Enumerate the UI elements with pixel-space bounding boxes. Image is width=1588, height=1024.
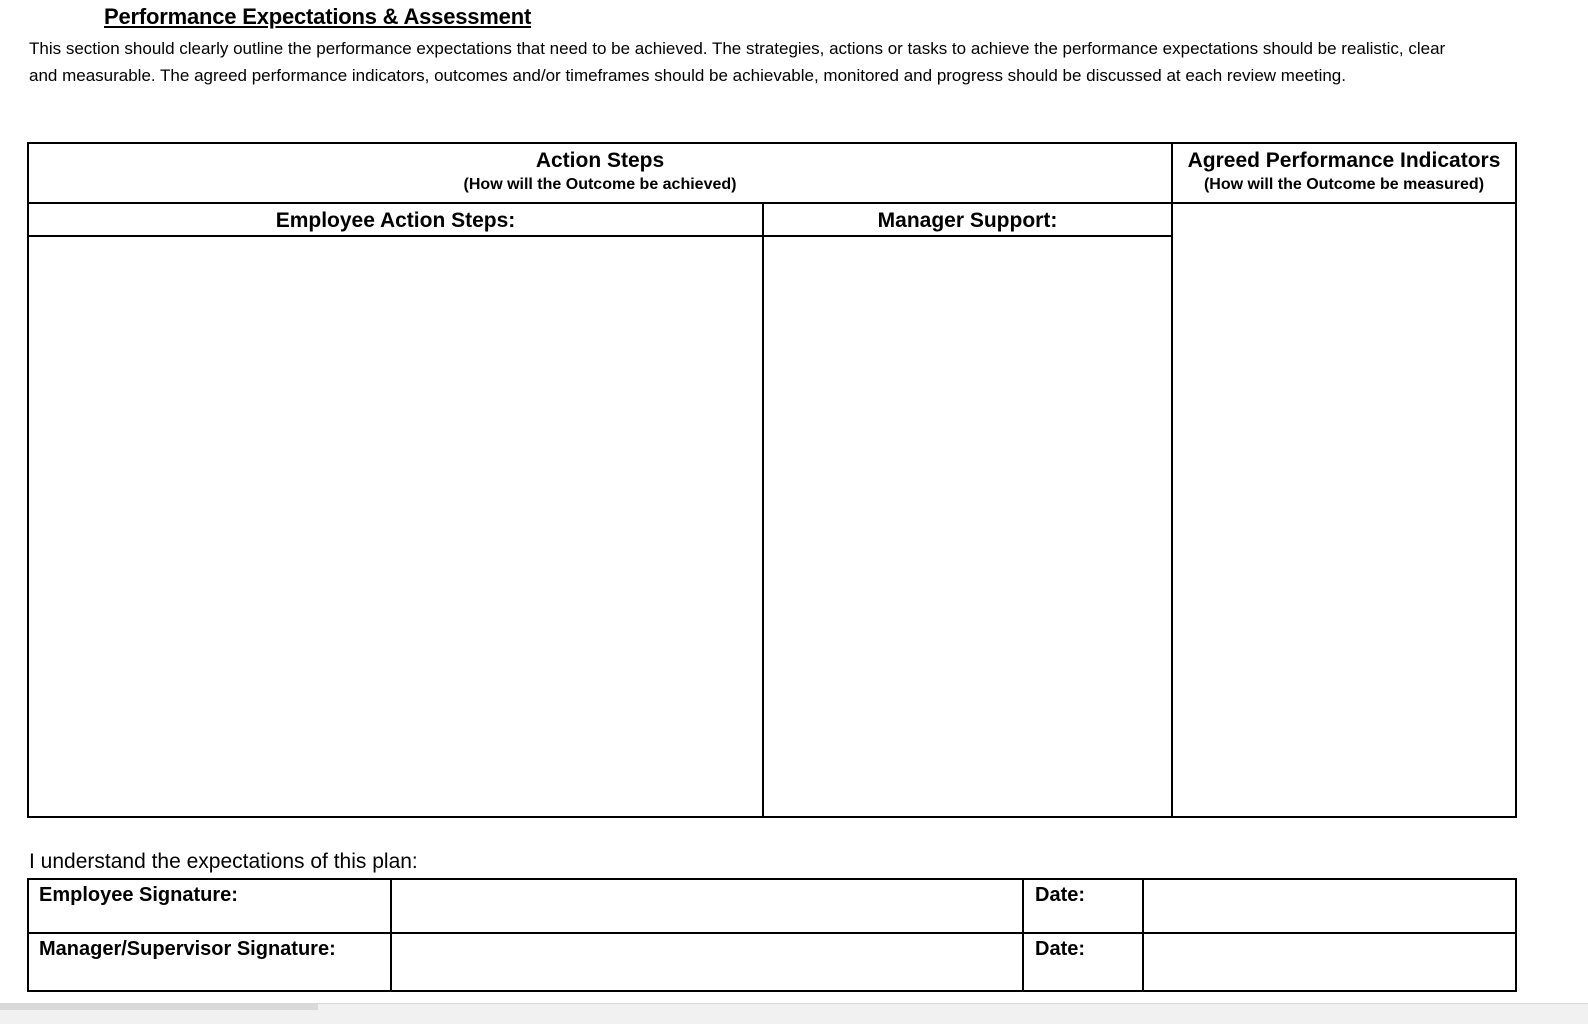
manager-support-cell[interactable] <box>764 237 1171 816</box>
employee-date-field[interactable] <box>1144 880 1515 932</box>
indicators-subheading: (How will the Outcome be measured) <box>1203 176 1485 193</box>
intro-text: This section should clearly outline the performance expectations that need to be achieved. The strategies, actions or tasks to achieve the performance expectations should be realistic, clear and measurable. The agreed performance indicators, outcomes and/or timeframes should be achievable, monitored and progress should be discussed at each review meeting. <box>29 39 1446 85</box>
manager-signature-field[interactable] <box>392 934 1022 990</box>
employee-date-label: Date: <box>1035 884 1086 906</box>
performance-indicators-cell[interactable] <box>1173 204 1515 816</box>
manager-date-field[interactable] <box>1144 934 1515 990</box>
action-steps-header <box>29 148 1171 196</box>
manager-signature-label: Manager/Supervisor Signature: <box>39 938 336 960</box>
page-bottom-edge <box>0 1003 1588 1024</box>
action-steps-subheading: (How will the Outcome be achieved) <box>463 176 737 193</box>
action-steps-heading: Action Steps <box>535 149 665 172</box>
manager-support-header: Manager Support: <box>877 209 1058 232</box>
employee-action-steps-cell[interactable] <box>29 237 762 816</box>
employee-signature-label: Employee Signature: <box>39 884 238 906</box>
manager-date-label: Date: <box>1035 938 1086 960</box>
horizontal-scrollbar[interactable] <box>0 1004 318 1010</box>
date-label-divider <box>1022 878 1024 992</box>
indicators-heading: Agreed Performance Indicators <box>1187 149 1501 172</box>
understand-statement: I understand the expectations of this plan: <box>29 850 418 873</box>
indicators-header <box>1173 148 1515 196</box>
page-title: Performance Expectations & Assessment <box>104 4 532 29</box>
employee-action-steps-header: Employee Action Steps: <box>275 209 516 232</box>
employee-signature-field[interactable] <box>392 880 1022 932</box>
